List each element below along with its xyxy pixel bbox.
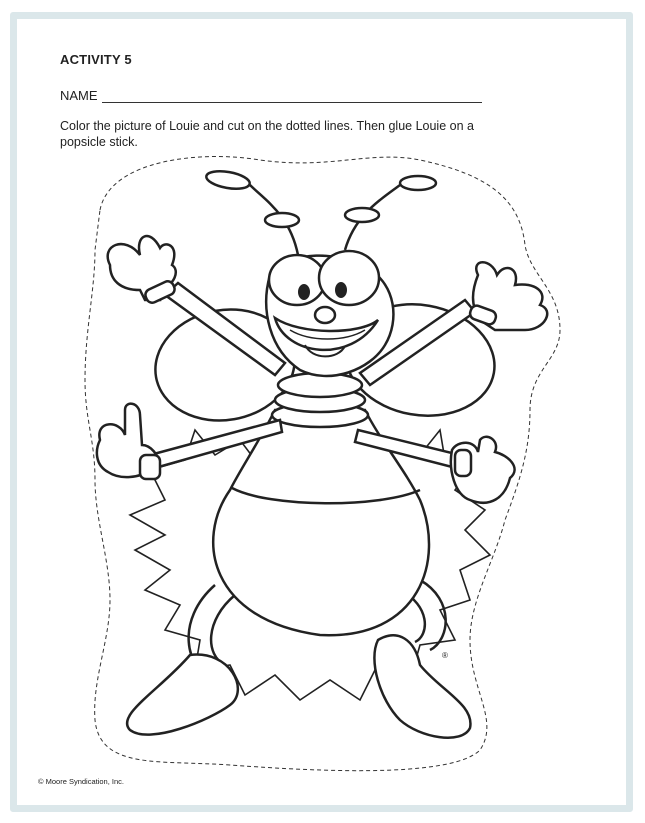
lower-right-cuff [455,450,471,476]
right-eye [319,251,379,305]
left-eye [269,255,325,305]
right-antenna-joint [345,208,379,222]
left-antenna-tip [205,168,251,191]
registered-mark: ® [442,651,448,660]
left-antenna-joint [265,213,299,227]
instructions-text: Color the picture of Louie and cut on the dotted lines. Then glue Louie on a popsicle stick. [60,119,474,149]
right-antenna-tip [400,176,436,190]
left-foot [127,655,238,735]
right-pupil [335,282,347,298]
left-pupil [298,284,310,300]
copyright-notice: © Moore Syndication, Inc. [38,777,124,786]
activity-title: ACTIVITY 5 [60,52,132,67]
nose [315,307,335,323]
name-label: NAME [60,88,98,103]
right-foot [374,635,470,737]
lower-left-cuff [140,455,160,479]
